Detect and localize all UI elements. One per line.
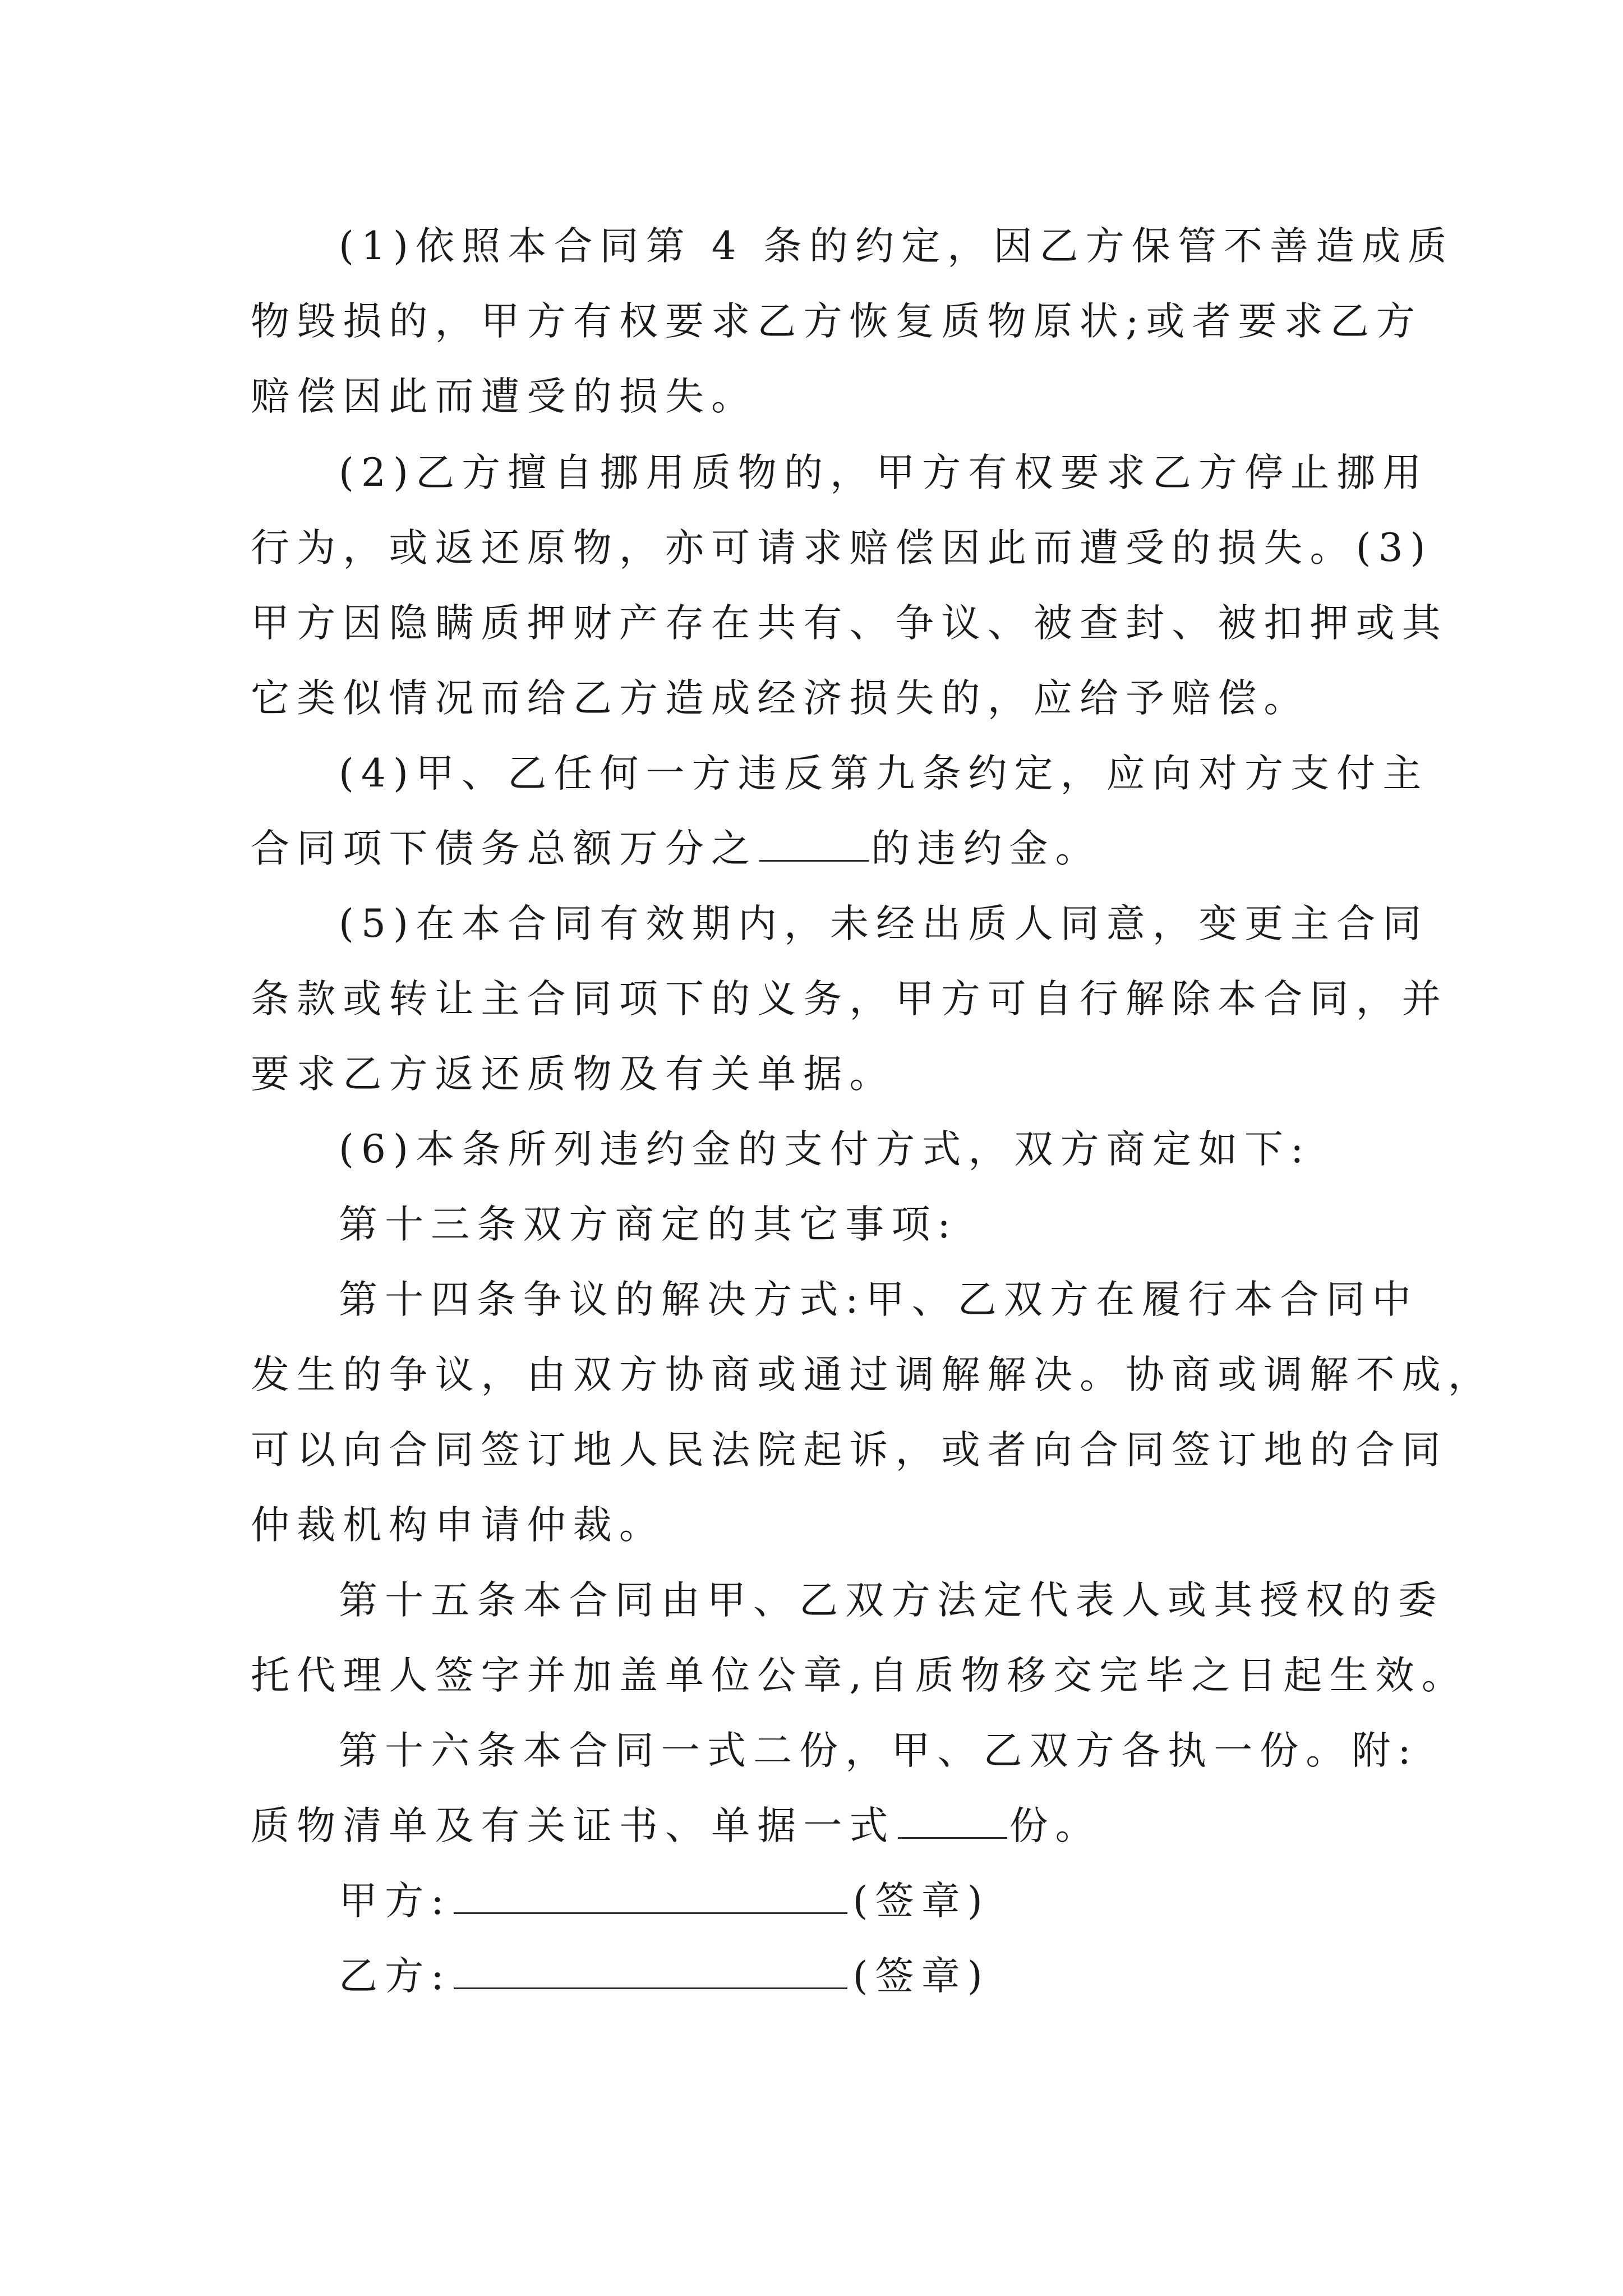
text-line: 第十四条争议的解决方式:甲、乙双方在履行本合同中: [339, 1277, 1418, 1322]
text-line: 第十六条本合同一式二份，甲、乙双方各执一份。附:: [339, 1728, 1418, 1773]
text-line: [251, 1795, 1101, 1857]
text-fragment: 质物清单及有关证书、单据一式: [251, 1803, 896, 1848]
text-line: (2)乙方擅自挪用质物的，甲方有权要求乙方停止挪用: [339, 450, 1429, 495]
text-line: 赔偿因此而遭受的损失。: [251, 374, 758, 419]
seal-note: (签章): [852, 1954, 990, 1999]
text-line: 发生的争议，由双方协商或通过调解解决。协商或调解不成，: [251, 1352, 1494, 1397]
text-line: [251, 818, 1101, 880]
party-b-label: 乙方:: [339, 1954, 451, 1999]
text-line: 托代理人签字并加盖单位公章,自质物移交完毕之日起生效。: [251, 1653, 1468, 1698]
text-line: 物毁损的，甲方有权要求乙方恢复质物原状;或者要求乙方: [251, 299, 1423, 344]
seal-note: (签章): [852, 1879, 990, 1924]
signature-blank: [454, 1880, 847, 1914]
text-fragment: 的违约金。: [871, 826, 1101, 871]
signature-line-party-b: [339, 1945, 990, 2007]
party-a-label: 甲方:: [339, 1879, 451, 1924]
text-line: (4)甲、乙任何一方违反第九条约定，应向对方支付主: [339, 751, 1429, 796]
text-line: (5)在本合同有效期内，未经出质人同意，变更主合同: [339, 901, 1429, 946]
fill-in-blank: [759, 827, 869, 862]
text-line: 第十五条本合同由甲、乙双方法定代表人或其授权的委: [339, 1578, 1444, 1623]
text-line: 第十三条双方商定的其它事项:: [339, 1202, 958, 1247]
text-line: 行为，或返还原物，亦可请求赔偿因此而遭受的损失。(3): [251, 526, 1433, 570]
text-line: 甲方因隐瞒质押财产存在共有、争议、被查封、被扣押或其: [251, 601, 1448, 646]
text-line: 要求乙方返还质物及有关单据。: [251, 1052, 896, 1097]
text-line: (6)本条所列违约金的支付方式，双方商定如下:: [339, 1127, 1311, 1172]
text-fragment: 合同项下债务总额万分之: [251, 826, 758, 871]
text-line: 仲裁机构申请仲裁。: [251, 1503, 665, 1548]
text-line: 可以向合同签订地人民法院起诉，或者向合同签订地的合同: [251, 1428, 1448, 1473]
fill-in-blank: [898, 1805, 1007, 1839]
text-line: 条款或转让主合同项下的义务，甲方可自行解除本合同，并: [251, 977, 1448, 1022]
text-line: (1)依照本合同第 4 条的约定，因乙方保管不善造成质: [339, 224, 1454, 269]
signature-blank: [454, 1955, 847, 1989]
text-line: 它类似情况而给乙方造成经济损失的，应给予赔偿。: [251, 676, 1310, 721]
text-fragment: 份。: [1009, 1803, 1101, 1848]
signature-line-party-a: [339, 1870, 990, 1932]
